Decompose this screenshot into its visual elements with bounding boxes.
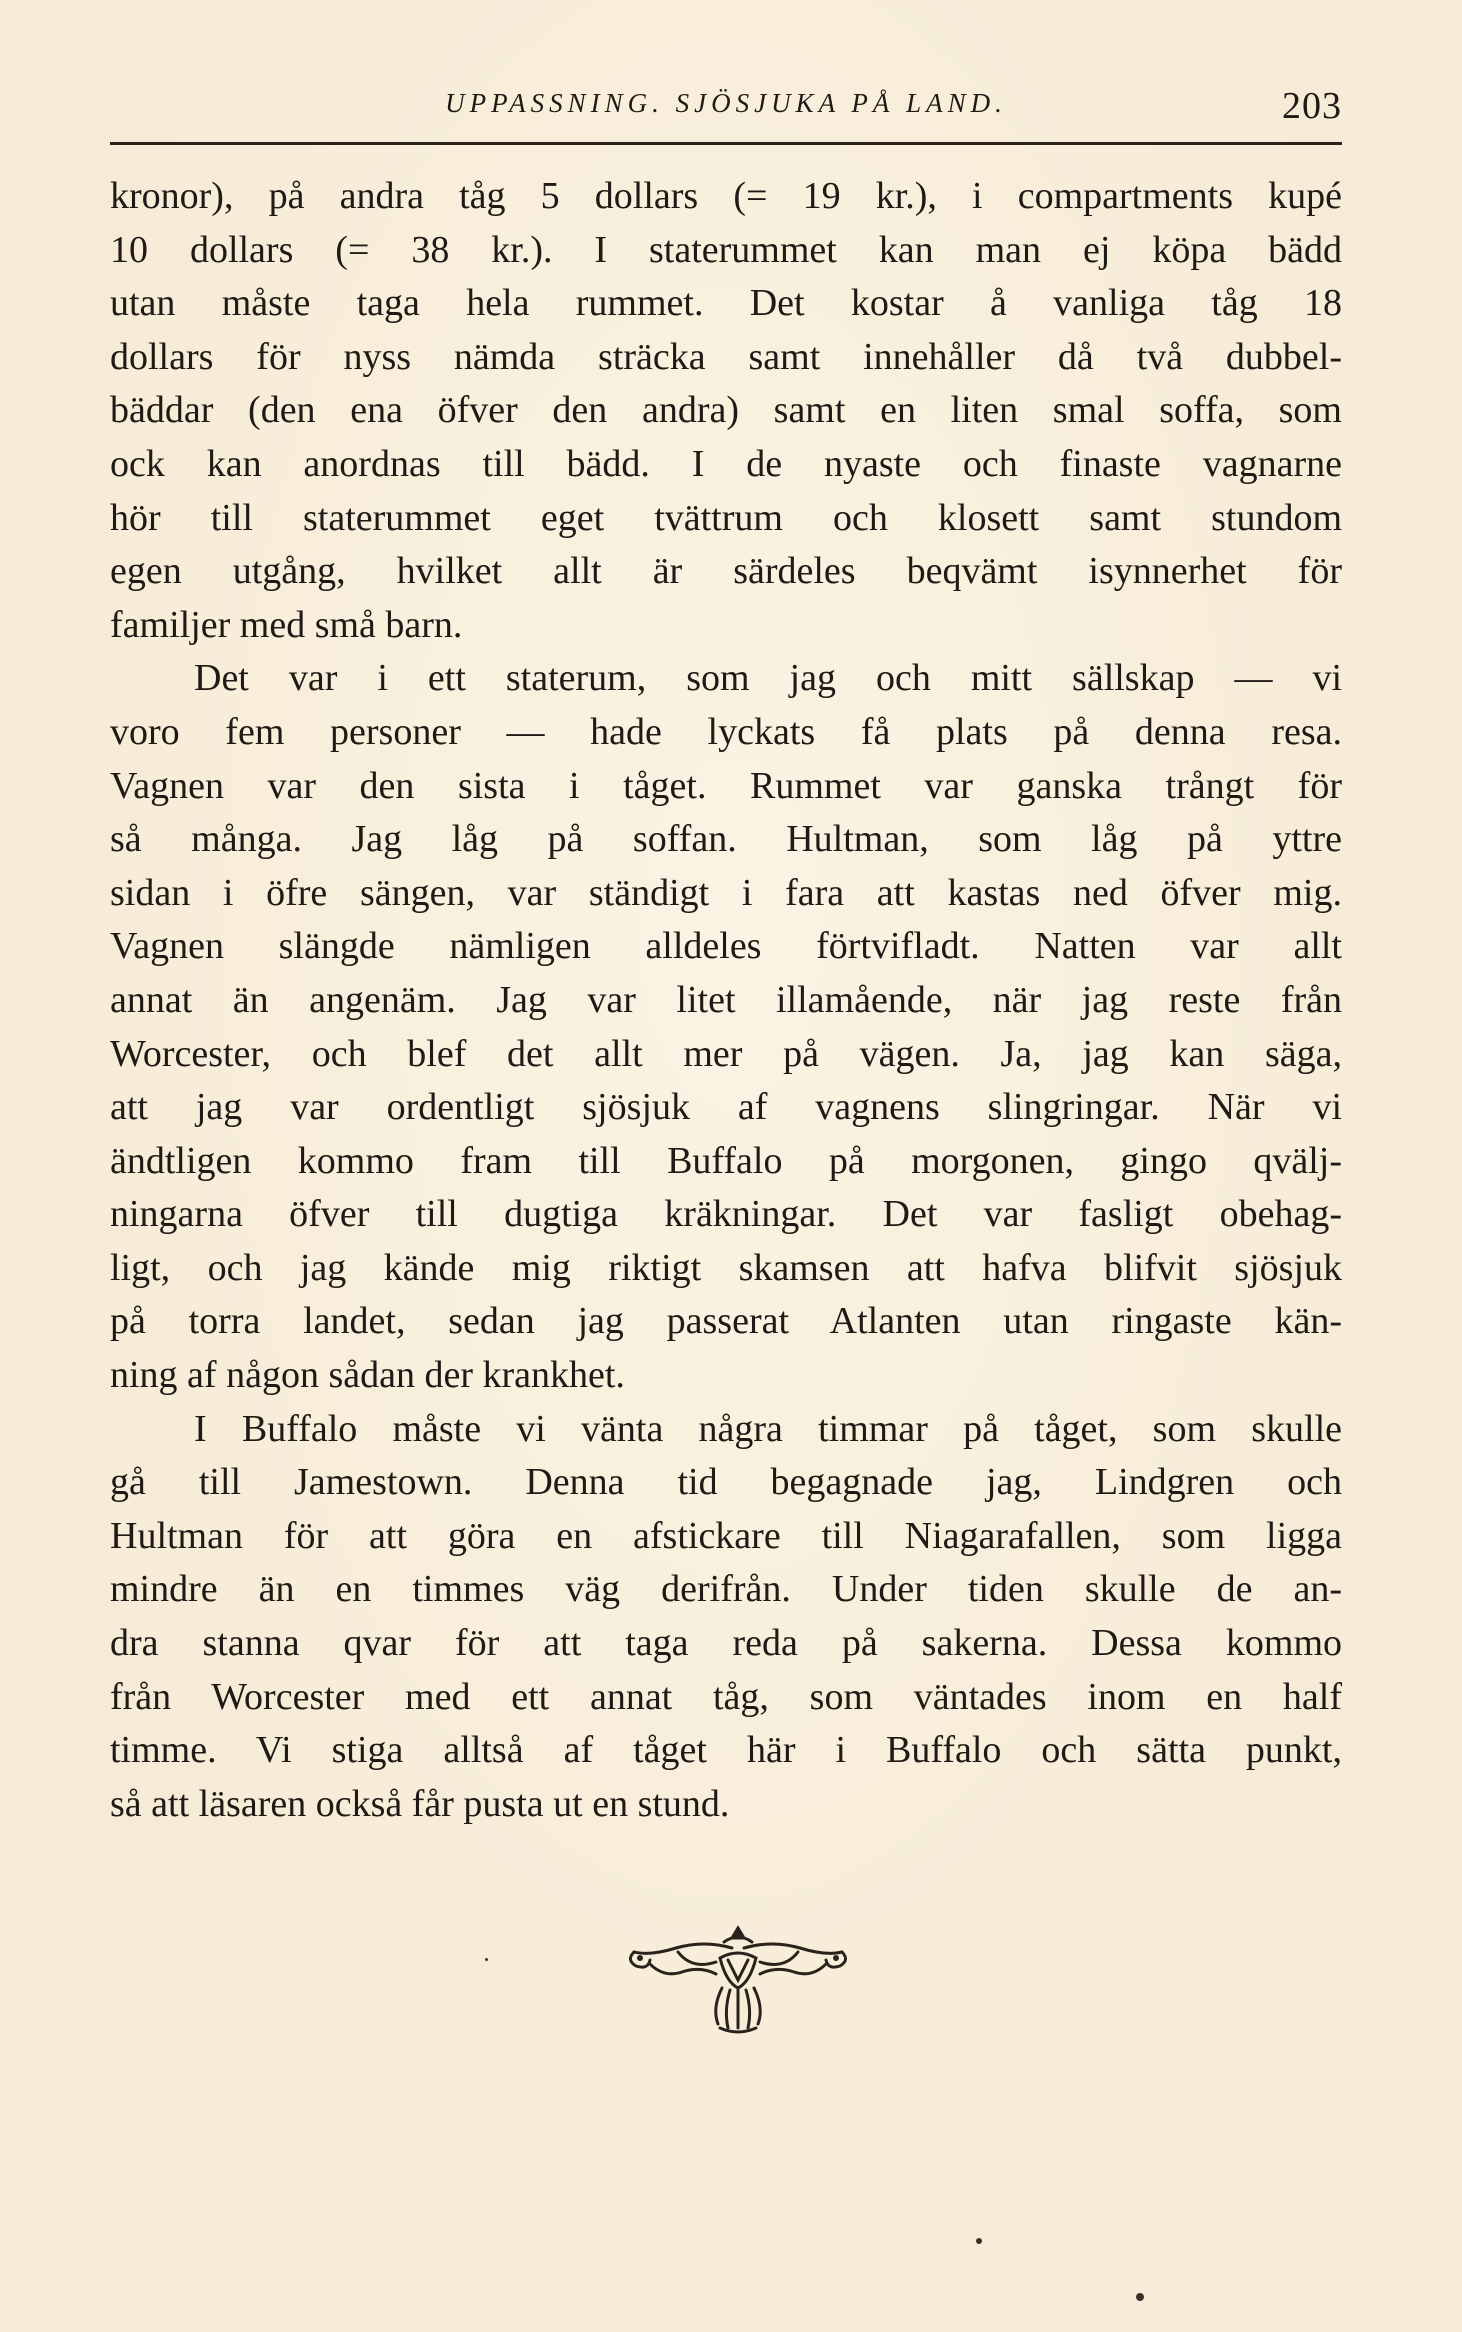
text-line: så många. Jag låg på soffan. Hultman, som låg på yttre bbox=[110, 818, 1342, 861]
page-number: 203 bbox=[1282, 85, 1342, 127]
text-line: dra stanna qvar för att taga reda på sakerna. Dessa kommo bbox=[110, 1622, 1342, 1665]
paper-speck bbox=[485, 1958, 488, 1961]
fleuron-ornament-icon bbox=[620, 1918, 856, 2038]
text-line: gå till Jamestown. Denna tid begagnade jag, Lindgren och bbox=[110, 1461, 1342, 1504]
text-line: egen utgång, hvilket allt är särdeles beqvämt isynnerhet för bbox=[110, 550, 1342, 593]
text-line: Det var i ett staterum, som jag och mitt sällskap — vi bbox=[194, 657, 1342, 700]
text-line: på torra landet, sedan jag passerat Atlanten utan ringaste kän- bbox=[110, 1300, 1342, 1343]
text-line: ock kan anordnas till bädd. I de nyaste och finaste vagnarne bbox=[110, 442, 1342, 485]
body-text bbox=[110, 170, 1342, 1831]
text-line: voro fem personer — hade lyckats få plats på denna resa. bbox=[110, 710, 1342, 753]
paper-speck bbox=[976, 2238, 982, 2244]
text-line: dollars för nyss nämda sträcka samt innehåller då två dubbel- bbox=[110, 335, 1342, 378]
text-line: ningarna öfver till dugtiga kräkningar. Det var fasligt obehag- bbox=[110, 1193, 1342, 1236]
text-line: mindre än en timmes väg derifrån. Under tiden skulle de an- bbox=[110, 1568, 1342, 1611]
running-title: UPPASSNING. SJÖSJUKA PÅ LAND. bbox=[445, 88, 1007, 118]
text-line: ligt, och jag kände mig riktigt skamsen att hafva blifvit sjösjuk bbox=[110, 1246, 1342, 1289]
text-line: familjer med små barn. bbox=[110, 603, 463, 646]
text-line: Vagnen var den sista i tåget. Rummet var ganska trångt för bbox=[110, 764, 1342, 807]
header-rule bbox=[110, 142, 1342, 145]
text-line: kronor), på andra tåg 5 dollars (= 19 kr.), i compartments kupé bbox=[110, 175, 1342, 217]
text-line: att jag var ordentligt sjösjuk af vagnens slingringar. När vi bbox=[110, 1086, 1342, 1129]
text-line: hör till staterummet eget tvättrum och klosett samt stundom bbox=[110, 496, 1342, 539]
text-line: utan måste taga hela rummet. Det kostar å vanliga tåg 18 bbox=[110, 282, 1342, 325]
paper-speck bbox=[1136, 2293, 1144, 2301]
text-line: ning af någon sådan der krankhet. bbox=[110, 1354, 625, 1397]
text-line: timme. Vi stiga alltså af tåget här i Buffalo och sätta punkt, bbox=[110, 1729, 1342, 1772]
text-line: 10 dollars (= 38 kr.). I staterummet kan man ej köpa bädd bbox=[110, 228, 1342, 271]
text-line: från Worcester med ett annat tåg, som väntades inom en half bbox=[110, 1675, 1342, 1718]
text-line: I Buffalo måste vi vänta några timmar på tåget, som skulle bbox=[194, 1407, 1342, 1450]
text-line: bäddar (den ena öfver den andra) samt en liten smal soffa, som bbox=[110, 389, 1342, 432]
text-line: Worcester, och blef det allt mer på vägen. Ja, jag kan säga, bbox=[110, 1032, 1342, 1075]
running-head bbox=[110, 76, 1342, 136]
text-line: Hultman för att göra en afstickare till Niagarafallen, som ligga bbox=[110, 1514, 1342, 1557]
text-line: så att läsaren också får pusta ut en stund. bbox=[110, 1782, 730, 1825]
text-line: Vagnen slängde nämligen alldeles förtvifladt. Natten var allt bbox=[110, 925, 1342, 968]
text-line: annat än angenäm. Jag var litet illamående, när jag reste från bbox=[110, 978, 1342, 1021]
text-line: sidan i öfre sängen, var ständigt i fara att kastas ned öfver mig. bbox=[110, 871, 1342, 914]
text-line: ändtligen kommo fram till Buffalo på morgonen, gingo qvälj- bbox=[110, 1139, 1342, 1182]
